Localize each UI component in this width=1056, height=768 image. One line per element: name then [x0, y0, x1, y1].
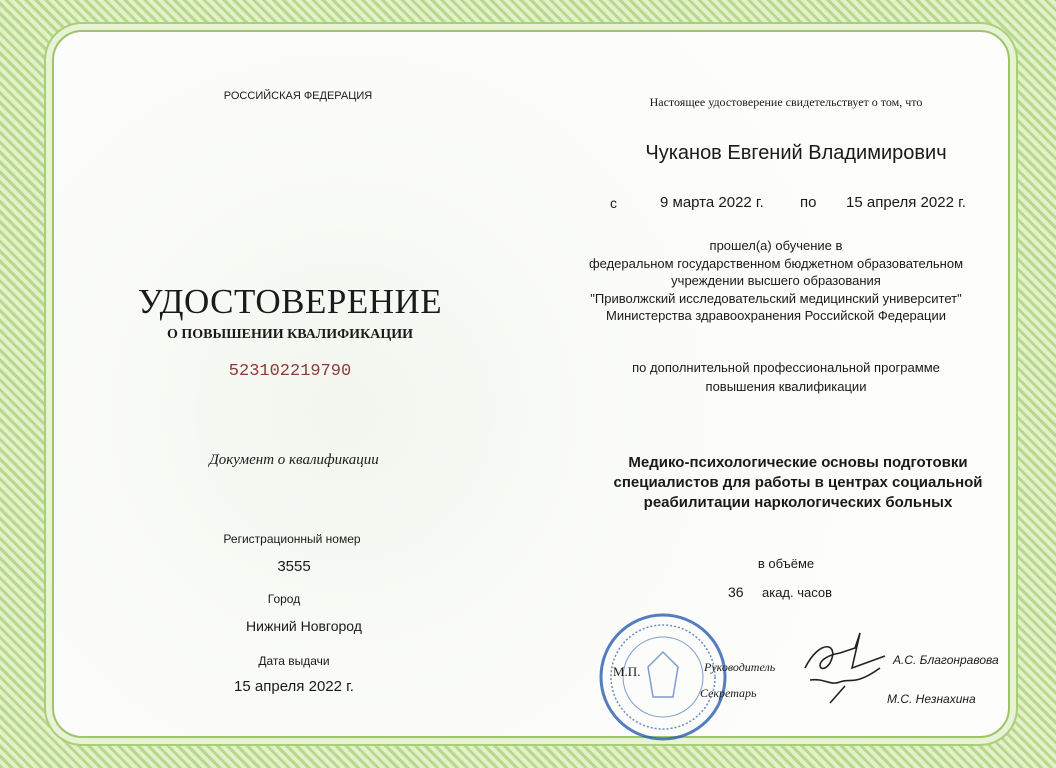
reg-number-label: Регистрационный номер [223, 532, 361, 546]
text-line: федеральном государственном бюджетном образовательном [588, 255, 964, 271]
head-label: Руководитель [704, 660, 776, 674]
hours: 36 [728, 584, 744, 600]
text-line: по дополнительной профессиональной программе [632, 360, 940, 375]
signature-icon [800, 628, 890, 708]
hours-unit: акад. часов [762, 585, 833, 600]
secretary-label: Секретарь [700, 686, 757, 700]
text-line: Министерства здравоохранения Российской Федерации [606, 308, 946, 323]
from-date: 9 марта 2022 г. [660, 194, 764, 211]
text-line: Медико-психологические основы подготовки [628, 454, 968, 471]
secretary-name: М.С. Незнахина [887, 692, 976, 706]
stamp-label: М.П. [613, 664, 641, 679]
holder-name: Чуканов Евгений Владимирович [645, 142, 947, 164]
document-subtitle: О ПОВЫШЕНИИ КВАЛИФИКАЦИИ [166, 327, 414, 342]
country-label: РОССИЙСКАЯ ФЕДЕРАЦИЯ [223, 90, 373, 102]
text-line: прошел(а) обучение в [709, 238, 843, 253]
to-date: 15 апреля 2022 г. [846, 194, 966, 211]
text-line: повышения квалификации [705, 379, 867, 394]
issue-date-label: Дата выдачи [258, 654, 330, 668]
city-label: Город [267, 592, 301, 606]
text-line: специалистов для работы в центрах социальной [613, 474, 983, 491]
issue-date: 15 апреля 2022 г. [234, 678, 354, 695]
institution-block [589, 237, 963, 325]
text-line: "Приволжский исследовательский медицинский университет" [590, 290, 962, 306]
reg-number: 3555 [277, 558, 311, 575]
document-title: УДОСТОВЕРЕНИЕ [137, 282, 443, 321]
head-name: А.С. Благонравова [893, 653, 999, 667]
intro-text: Настоящее удостоверение свидетельствует о том, что [649, 95, 923, 109]
city: Нижний Новгород [246, 618, 362, 634]
from-label: с [610, 195, 617, 211]
program-block [632, 358, 940, 396]
course-title [613, 453, 982, 513]
text-line: учреждении высшего образования [671, 273, 881, 288]
document-type: Документ о квалификации [209, 452, 379, 468]
serial-number: 523102219790 [228, 362, 352, 381]
text-line: реабилитации наркологических больных [643, 494, 953, 511]
to-label: по [800, 194, 817, 211]
volume-label: в объёме [757, 556, 815, 571]
